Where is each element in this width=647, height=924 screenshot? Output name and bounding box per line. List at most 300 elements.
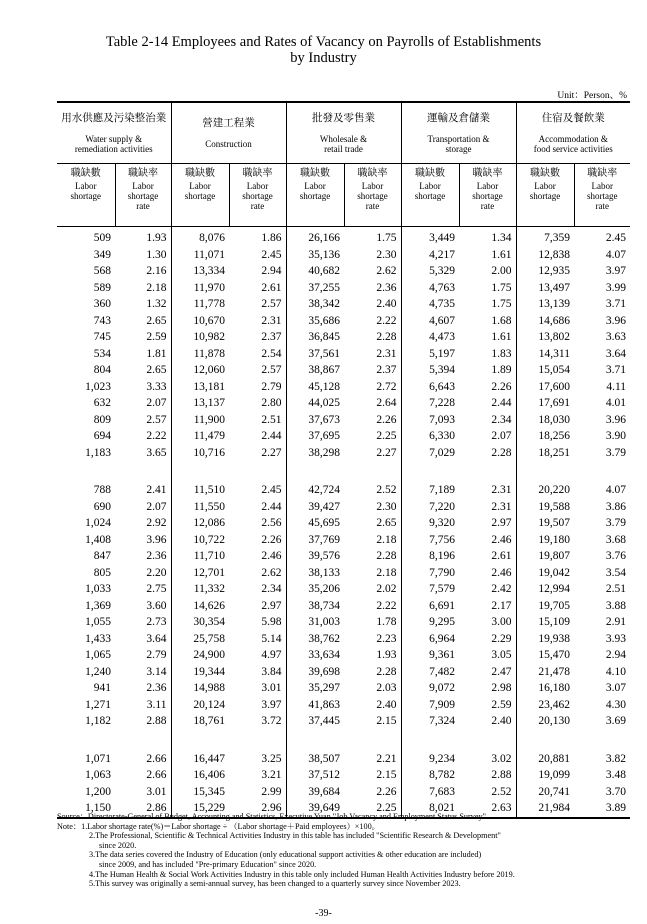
table-cell: 2.45 bbox=[261, 248, 282, 261]
table-cell: 38,133 bbox=[286, 565, 344, 582]
table-cell: 2.03 bbox=[376, 682, 397, 694]
table-cell: 7,029 bbox=[401, 445, 459, 462]
table-cell: 37,769 bbox=[286, 532, 344, 549]
source-note: Source：Directorate-General of Budget, Accounting and Statistics, Executive Yuan "Job Vacancy and Employment Status Survey". bbox=[57, 812, 488, 821]
industry-header-wholesale: 批發及零售業 Wholesale & retail trade bbox=[286, 102, 401, 164]
table-cell: 1,183 bbox=[85, 446, 111, 459]
table-row bbox=[57, 379, 630, 396]
table-cell: 2.57 bbox=[261, 364, 282, 376]
table-cell: 2.97 bbox=[261, 599, 282, 612]
table-cell: 2.88 bbox=[146, 715, 167, 727]
table-cell: 3.64 bbox=[605, 347, 627, 360]
table-row bbox=[57, 565, 630, 582]
table-cell: 5.98 bbox=[261, 616, 282, 628]
table-cell: 2.57 bbox=[146, 413, 167, 426]
unit-label: Unit：Person、% bbox=[557, 91, 627, 101]
table-cell: 20,881 bbox=[516, 748, 574, 768]
table-cell: 9,072 bbox=[401, 680, 459, 697]
table-cell: 745 bbox=[93, 331, 111, 343]
table-cell: 18,030 bbox=[516, 412, 574, 429]
table-cell: 33,634 bbox=[286, 647, 344, 664]
table-cell: 3.96 bbox=[146, 533, 167, 546]
table-cell: 18,761 bbox=[171, 713, 229, 730]
table-cell: 3.93 bbox=[605, 632, 627, 645]
table-cell: 7,683 bbox=[401, 784, 459, 801]
table-cell: 19,807 bbox=[516, 548, 574, 565]
group-spacer bbox=[57, 461, 630, 479]
table-cell: 35,206 bbox=[286, 581, 344, 598]
table-cell: 26,166 bbox=[286, 227, 344, 247]
table-cell: 2.07 bbox=[146, 397, 167, 409]
table-cell: 1,408 bbox=[85, 533, 111, 546]
table-cell: 2.31 bbox=[376, 347, 397, 360]
table-cell: 690 bbox=[93, 500, 111, 513]
table-cell: 1,024 bbox=[85, 517, 111, 529]
table-cell: 4,473 bbox=[401, 329, 459, 346]
table-cell: 2.34 bbox=[491, 413, 512, 426]
table-cell: 3.86 bbox=[605, 500, 627, 513]
table-cell: 3.96 bbox=[605, 413, 627, 426]
table-cell: 17,600 bbox=[516, 379, 574, 396]
table-cell: 349 bbox=[93, 248, 111, 261]
table-cell: 3.76 bbox=[605, 550, 627, 562]
table-cell: 2.91 bbox=[605, 616, 627, 628]
table-cell: 11,878 bbox=[171, 346, 229, 363]
table-cell: 2.65 bbox=[146, 314, 167, 327]
table-cell: 1.86 bbox=[261, 232, 282, 244]
note-5: 5.This survey was originally a semi-annual survey, has been changed to a quarterly survey since November 2023. bbox=[89, 879, 461, 889]
table-cell: 2.40 bbox=[491, 715, 512, 727]
table-cell: 19,938 bbox=[516, 631, 574, 648]
table-cell: 2.96 bbox=[229, 800, 286, 818]
table-cell: 3.82 bbox=[605, 752, 627, 765]
table-cell: 2.66 bbox=[146, 769, 167, 781]
table-cell: 5,329 bbox=[401, 263, 459, 280]
table-row bbox=[57, 697, 630, 714]
table-cell: 3.68 bbox=[605, 533, 627, 546]
table-cell: 37,673 bbox=[286, 412, 344, 429]
table-cell: 3.71 bbox=[605, 298, 627, 310]
table-row bbox=[57, 428, 630, 445]
table-cell: 18,251 bbox=[516, 445, 574, 462]
table-cell: 5,394 bbox=[401, 362, 459, 379]
table-cell: 2.30 bbox=[376, 500, 397, 513]
table-cell: 19,180 bbox=[516, 532, 574, 549]
table-row bbox=[57, 445, 630, 462]
table-cell: 2.07 bbox=[146, 500, 167, 513]
table-cell: 2.22 bbox=[376, 314, 397, 327]
table-cell: 15,054 bbox=[516, 362, 574, 379]
table-cell: 1.34 bbox=[491, 232, 512, 244]
table-cell: 2.80 bbox=[261, 397, 282, 409]
table-cell: 7,579 bbox=[401, 581, 459, 598]
table-cell: 2.26 bbox=[261, 533, 282, 546]
table-cell: 11,778 bbox=[171, 296, 229, 313]
table-cell: 2.27 bbox=[376, 446, 397, 459]
table-cell: 1,433 bbox=[85, 632, 111, 645]
table-cell: 2.31 bbox=[261, 314, 282, 327]
table-cell: 3.79 bbox=[605, 446, 627, 459]
table-cell: 1.93 bbox=[376, 649, 397, 661]
table-cell: 12,060 bbox=[171, 362, 229, 379]
table-cell: 3.90 bbox=[605, 430, 627, 442]
table-cell: 13,334 bbox=[171, 263, 229, 280]
table-cell: 16,180 bbox=[516, 680, 574, 697]
table-cell: 1,150 bbox=[57, 800, 115, 818]
table-cell: 4.01 bbox=[605, 397, 627, 409]
table-cell: 805 bbox=[93, 566, 111, 579]
subheader-count: 職缺數 Labor shortage bbox=[516, 164, 574, 227]
table-row bbox=[57, 263, 630, 280]
table-cell: 1,055 bbox=[85, 616, 111, 628]
table-cell: 2.46 bbox=[491, 533, 512, 546]
table-cell: 1,063 bbox=[85, 769, 111, 781]
table-cell: 2.40 bbox=[376, 298, 397, 310]
table-cell: 7,189 bbox=[401, 479, 459, 499]
table-cell: 2.44 bbox=[261, 430, 282, 442]
table-cell: 2.18 bbox=[376, 533, 397, 546]
table-cell: 7,790 bbox=[401, 565, 459, 582]
table-cell: 13,497 bbox=[516, 280, 574, 297]
table-cell: 13,802 bbox=[516, 329, 574, 346]
table-cell: 6,643 bbox=[401, 379, 459, 396]
table-row bbox=[57, 784, 630, 801]
table-cell: 3.72 bbox=[261, 715, 282, 727]
vacancy-table bbox=[57, 101, 630, 819]
table-cell: 2.28 bbox=[376, 331, 397, 343]
table-cell: 3.84 bbox=[261, 665, 282, 678]
table-cell: 2.86 bbox=[115, 800, 171, 818]
table-cell: 2.75 bbox=[146, 583, 167, 595]
table-cell: 8,076 bbox=[171, 227, 229, 247]
table-cell: 38,734 bbox=[286, 598, 344, 615]
subheader-rate: 職缺率 Labor shortage rate bbox=[344, 164, 401, 227]
table-cell: 2.22 bbox=[376, 599, 397, 612]
table-cell: 42,724 bbox=[286, 479, 344, 499]
table-cell: 11,510 bbox=[171, 479, 229, 499]
table-cell: 632 bbox=[93, 397, 111, 409]
table-cell: 12,838 bbox=[516, 247, 574, 264]
table-cell: 19,705 bbox=[516, 598, 574, 615]
table-cell: 2.31 bbox=[491, 500, 512, 513]
table-cell: 3.96 bbox=[605, 314, 627, 327]
table-cell: 2.46 bbox=[261, 550, 282, 562]
table-cell: 2.88 bbox=[491, 769, 512, 781]
table-cell: 7,756 bbox=[401, 532, 459, 549]
table-cell: 3.11 bbox=[146, 698, 167, 711]
note-4: 4.The Human Health & Social Work Activities Industry in this table only included Human Health Activities Industry before 2019. bbox=[89, 869, 515, 879]
table-cell: 7,359 bbox=[516, 227, 574, 247]
table-cell: 2.42 bbox=[491, 583, 512, 595]
table-cell: 38,342 bbox=[286, 296, 344, 313]
table-cell: 3.07 bbox=[605, 682, 627, 694]
table-cell: 847 bbox=[93, 550, 111, 562]
table-cell: 37,255 bbox=[286, 280, 344, 297]
table-cell: 1,182 bbox=[85, 715, 111, 727]
table-cell: 7,220 bbox=[401, 499, 459, 516]
table-cell: 3.64 bbox=[146, 632, 167, 645]
table-cell: 4.10 bbox=[605, 665, 627, 678]
table-cell: 2.73 bbox=[146, 616, 167, 628]
table-cell: 2.99 bbox=[261, 785, 282, 798]
table-cell: 14,626 bbox=[171, 598, 229, 615]
table-cell: 17,691 bbox=[516, 395, 574, 412]
table-cell: 30,354 bbox=[171, 614, 229, 631]
table-cell: 2.62 bbox=[261, 566, 282, 579]
table-cell: 2.44 bbox=[261, 500, 282, 513]
table-cell: 2.30 bbox=[376, 248, 397, 261]
table-row bbox=[57, 598, 630, 615]
table-cell: 534 bbox=[93, 347, 111, 360]
table-cell: 2.26 bbox=[491, 380, 512, 393]
table-cell: 38,867 bbox=[286, 362, 344, 379]
subheader-count: 職缺數 Labor shortage bbox=[171, 164, 229, 227]
group-spacer bbox=[57, 730, 630, 748]
table-cell: 2.27 bbox=[261, 446, 282, 459]
table-body bbox=[57, 227, 630, 818]
table-row bbox=[57, 412, 630, 429]
table-cell: 7,093 bbox=[401, 412, 459, 429]
subheader-count: 職缺數 Labor shortage bbox=[286, 164, 344, 227]
table-cell: 2.59 bbox=[491, 698, 512, 711]
table-cell: 3.69 bbox=[605, 715, 627, 727]
table-cell: 15,229 bbox=[171, 800, 229, 818]
table-cell: 1.75 bbox=[376, 232, 397, 244]
table-cell: 3.79 bbox=[605, 517, 627, 529]
table-cell: 1,271 bbox=[85, 698, 111, 711]
table-cell: 694 bbox=[93, 430, 111, 442]
table-cell: 41,863 bbox=[286, 697, 344, 714]
table-row bbox=[57, 346, 630, 363]
table-row bbox=[57, 748, 630, 768]
table-cell: 2.18 bbox=[376, 566, 397, 579]
table-cell: 2.98 bbox=[491, 682, 512, 694]
table-cell: 4,735 bbox=[401, 296, 459, 313]
note-1: Note：1.Labor shortage rate(%)＝Labor shortage ÷ （Labor shortage＋Paid employees）×100。 bbox=[57, 821, 380, 831]
table-cell: 2.65 bbox=[146, 364, 167, 376]
table-cell: 2.63 bbox=[459, 800, 516, 818]
table-cell: 35,297 bbox=[286, 680, 344, 697]
table-cell: 2.26 bbox=[376, 413, 397, 426]
subheader-rate: 職缺率 Labor shortage rate bbox=[229, 164, 286, 227]
table-cell: 10,982 bbox=[171, 329, 229, 346]
table-cell: 19,507 bbox=[516, 515, 574, 532]
table-cell: 13,181 bbox=[171, 379, 229, 396]
table-cell: 9,295 bbox=[401, 614, 459, 631]
industry-header-water: 用水供應及污染整治業 Water supply & remediation activities bbox=[57, 102, 171, 164]
industry-header-transport: 運輸及倉儲業 Transportation & storage bbox=[401, 102, 516, 164]
table-cell: 3.21 bbox=[261, 769, 282, 781]
table-cell: 2.07 bbox=[491, 430, 512, 442]
table-cell: 3.01 bbox=[146, 785, 167, 798]
table-row bbox=[57, 664, 630, 681]
table-row bbox=[57, 515, 630, 532]
table-cell: 39,576 bbox=[286, 548, 344, 565]
table-cell: 2.36 bbox=[376, 281, 397, 294]
industry-header-construction: 營建工程業 Construction bbox=[171, 102, 286, 164]
table-cell: 7,482 bbox=[401, 664, 459, 681]
table-cell: 21,984 bbox=[516, 800, 574, 818]
table-cell: 743 bbox=[93, 314, 111, 327]
table-cell: 2.61 bbox=[491, 550, 512, 562]
table-row bbox=[57, 247, 630, 264]
table-cell: 3.60 bbox=[146, 599, 167, 612]
table-row bbox=[57, 581, 630, 598]
subheader-count: 職缺數 Labor shortage bbox=[57, 164, 115, 227]
table-cell: 5.14 bbox=[261, 632, 282, 645]
table-cell: 31,003 bbox=[286, 614, 344, 631]
table-cell: 2.25 bbox=[344, 800, 401, 818]
table-row bbox=[57, 280, 630, 297]
table-cell: 7,228 bbox=[401, 395, 459, 412]
table-cell: 37,445 bbox=[286, 713, 344, 730]
industry-header-accommodation: 住宿及餐飲業 Accommodation & food service activities bbox=[516, 102, 630, 164]
table-cell: 2.28 bbox=[376, 550, 397, 562]
table-row bbox=[57, 532, 630, 549]
table-cell: 3.02 bbox=[491, 752, 512, 765]
table-cell: 1,065 bbox=[85, 649, 111, 661]
table-cell: 7,909 bbox=[401, 697, 459, 714]
table-cell: 941 bbox=[93, 682, 111, 694]
table-cell: 1,033 bbox=[85, 583, 111, 595]
table-cell: 2.97 bbox=[491, 517, 512, 529]
table-cell: 2.51 bbox=[261, 413, 282, 426]
table-cell: 1.30 bbox=[146, 248, 167, 261]
table-cell: 2.37 bbox=[376, 364, 397, 376]
table-cell: 38,298 bbox=[286, 445, 344, 462]
table-cell: 35,136 bbox=[286, 247, 344, 264]
table-cell: 36,845 bbox=[286, 329, 344, 346]
table-cell: 2.52 bbox=[491, 785, 512, 798]
table-cell: 9,320 bbox=[401, 515, 459, 532]
table-cell: 6,964 bbox=[401, 631, 459, 648]
table-cell: 1.83 bbox=[491, 347, 512, 360]
page-number: -39- bbox=[315, 908, 332, 919]
table-cell: 1,023 bbox=[85, 380, 111, 393]
table-cell: 1,200 bbox=[85, 785, 111, 798]
table-cell: 3.25 bbox=[261, 752, 282, 765]
table-cell: 1,240 bbox=[85, 665, 111, 678]
table-cell: 39,427 bbox=[286, 499, 344, 516]
table-cell: 10,722 bbox=[171, 532, 229, 549]
table-cell: 14,686 bbox=[516, 313, 574, 330]
note-2-cont: since 2020. bbox=[99, 840, 137, 850]
table-cell: 4.30 bbox=[605, 698, 627, 711]
table-cell: 3.99 bbox=[605, 281, 627, 294]
table-cell: 2.34 bbox=[261, 583, 282, 595]
table-cell: 2.21 bbox=[376, 752, 397, 765]
table-cell: 2.23 bbox=[376, 632, 397, 645]
table-cell: 360 bbox=[93, 298, 111, 310]
table-row bbox=[57, 362, 630, 379]
table-cell: 2.29 bbox=[491, 632, 512, 645]
industry-header-row bbox=[57, 102, 630, 164]
table-cell: 37,561 bbox=[286, 346, 344, 363]
note-3: 3.The data series covered the Industry of Education (only educational support activities & other education are included) bbox=[89, 850, 482, 860]
table-cell: 11,479 bbox=[171, 428, 229, 445]
table-cell: 2.64 bbox=[376, 397, 397, 409]
table-cell: 4.97 bbox=[261, 649, 282, 661]
table-cell: 2.20 bbox=[146, 566, 167, 579]
notes bbox=[57, 812, 642, 889]
table-cell: 2.45 bbox=[261, 484, 282, 496]
table-cell: 3.63 bbox=[605, 331, 627, 343]
table-cell: 2.72 bbox=[376, 380, 397, 393]
table-cell: 3.88 bbox=[605, 599, 627, 612]
table-cell: 809 bbox=[93, 413, 111, 426]
table-cell: 12,701 bbox=[171, 565, 229, 582]
table-cell: 3.00 bbox=[491, 616, 512, 628]
table-cell: 2.31 bbox=[491, 484, 512, 496]
table-cell: 2.22 bbox=[146, 430, 167, 442]
table-cell: 2.40 bbox=[376, 698, 397, 711]
table-cell: 3.01 bbox=[261, 682, 282, 694]
table-cell: 2.18 bbox=[146, 281, 167, 294]
table-cell: 2.15 bbox=[376, 769, 397, 781]
table-cell: 1.32 bbox=[146, 298, 167, 310]
table-cell: 2.36 bbox=[146, 550, 167, 562]
table-cell: 39,698 bbox=[286, 664, 344, 681]
table-cell: 20,220 bbox=[516, 479, 574, 499]
table-cell: 45,128 bbox=[286, 379, 344, 396]
table-cell: 3.97 bbox=[605, 265, 627, 277]
table-cell: 2.16 bbox=[146, 265, 167, 277]
table-cell: 40,682 bbox=[286, 263, 344, 280]
table-title-line1: Table 2-14 Employees and Rates of Vacancy on Payrolls of Establishments bbox=[105, 34, 542, 50]
table-cell: 37,512 bbox=[286, 767, 344, 784]
table-row bbox=[57, 479, 630, 499]
table-cell: 2.28 bbox=[376, 665, 397, 678]
table-cell: 788 bbox=[93, 484, 111, 496]
note-2: 2.The Professional, Scientific & Technical Activities Industry in this table has included "Scientific Research & Development" bbox=[89, 831, 501, 841]
table-row bbox=[57, 713, 630, 730]
subheader-rate: 職缺率 Labor shortage rate bbox=[459, 164, 516, 227]
table-cell: 2.59 bbox=[146, 331, 167, 343]
table-cell: 1.75 bbox=[491, 298, 512, 310]
table-row bbox=[57, 631, 630, 648]
table-cell: 589 bbox=[93, 281, 111, 294]
table-cell: 8,782 bbox=[401, 767, 459, 784]
table-cell: 13,139 bbox=[516, 296, 574, 313]
table-cell: 39,649 bbox=[286, 800, 344, 818]
table-cell: 15,345 bbox=[171, 784, 229, 801]
table-cell: 509 bbox=[93, 232, 111, 244]
table-cell: 3,449 bbox=[401, 227, 459, 247]
table-cell: 9,361 bbox=[401, 647, 459, 664]
table-cell: 2.51 bbox=[605, 583, 627, 595]
table-cell: 2.94 bbox=[605, 649, 627, 661]
table-row bbox=[57, 767, 630, 784]
table-cell: 12,994 bbox=[516, 581, 574, 598]
table-cell: 3.14 bbox=[146, 665, 167, 678]
table-cell: 11,970 bbox=[171, 280, 229, 297]
table-cell: 7,324 bbox=[401, 713, 459, 730]
table-cell: 2.45 bbox=[605, 232, 627, 244]
table-row bbox=[57, 296, 630, 313]
table-cell: 2.36 bbox=[146, 682, 167, 694]
table-cell: 16,406 bbox=[171, 767, 229, 784]
table-cell: 804 bbox=[93, 364, 111, 376]
table-cell: 21,478 bbox=[516, 664, 574, 681]
table-cell: 568 bbox=[93, 265, 111, 277]
table-cell: 19,042 bbox=[516, 565, 574, 582]
table-cell: 2.02 bbox=[376, 583, 397, 595]
table-cell: 2.26 bbox=[376, 785, 397, 798]
table-cell: 13,137 bbox=[171, 395, 229, 412]
table-cell: 2.66 bbox=[146, 752, 167, 765]
table-cell: 24,900 bbox=[171, 647, 229, 664]
table-cell: 3.54 bbox=[605, 566, 627, 579]
